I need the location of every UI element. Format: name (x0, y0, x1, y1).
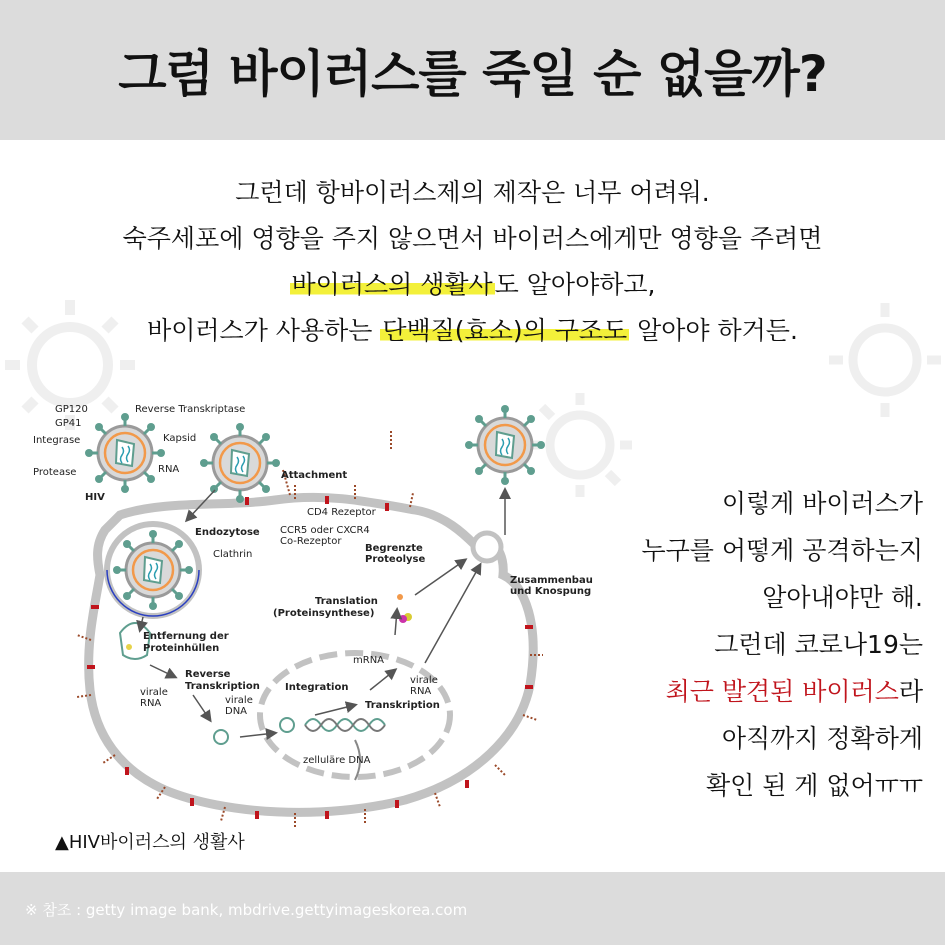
label-reverse-1: Reverse (185, 669, 231, 680)
label-ccr5-2: Co-Rezeptor (280, 536, 342, 547)
label-reverse-transkriptase: Reverse Transkriptase (135, 404, 246, 415)
label-kapsid: Kapsid (163, 433, 197, 444)
intro-text (0, 170, 945, 354)
intro-line-1: 그런데 항바이러스제의 제작은 너무 어려워. (235, 178, 710, 207)
label-begrenzte-1: Begrenzte (365, 543, 423, 554)
footer (0, 872, 945, 945)
label-virale-dna-1: virale (225, 695, 253, 706)
label-zellulare-dna: zelluläre DNA (303, 755, 371, 766)
label-virale-rna-2: RNA (140, 698, 162, 709)
label-translation-1: Translation (315, 596, 378, 607)
label-translation-2: (Proteinsynthese) (273, 608, 375, 619)
hiv-life-cycle-diagram (25, 395, 645, 830)
label-begrenzte-2: Proteolyse (365, 554, 426, 565)
highlight-life-cycle: 바이러스의 생활사 (291, 270, 493, 299)
label-integrase: Integrase (33, 435, 81, 446)
label-cd4: CD4 Rezeptor (307, 507, 376, 518)
label-zusammen-1: Zusammenbau (510, 575, 593, 586)
side-text: 이렇게 바이러스가 누구를 어떻게 공격하는지 알아내야만 해. 그런데 코로나19는 최근 발견된 바이러스라 아직까지 정확하게 확인 된 게 없어ㅠㅠ (641, 489, 923, 800)
label-entfernung-2: Proteinhüllen (143, 643, 220, 654)
label-ccr5-1: CCR5 oder CXCR4 (280, 525, 370, 536)
label-gp41: GP41 (55, 418, 82, 429)
intro-line-4: 바이러스가 사용하는 단백질(효소)의 구조도 알아야 하거든. (147, 316, 798, 345)
label-clathrin: Clathrin (213, 549, 253, 560)
page-title: 그럼 바이러스를 죽일 순 없을까? (118, 45, 827, 103)
label-virale-rna2-1: virale (410, 675, 438, 686)
red-emphasis: 최근 발견된 바이러스 (665, 677, 899, 706)
label-attachment: Attachment (281, 470, 348, 481)
label-endozytose: Endozytose (195, 527, 260, 538)
label-zusammen-2: und Knospung (510, 586, 592, 597)
label-reverse-2: Transkription (185, 681, 260, 692)
label-virale-dna-2: DNA (225, 706, 248, 717)
label-virale-rna2-2: RNA (410, 686, 432, 697)
highlight-protein-structure: 단백질(효소)의 구조도 (382, 316, 628, 345)
label-integration: Integration (285, 682, 349, 693)
intro-line-2: 숙주세포에 영향을 주지 않으면서 바이러스에게만 영향을 주려면 (122, 224, 823, 253)
label-rna: RNA (158, 464, 180, 475)
title-banner (0, 0, 945, 140)
label-gp120: GP120 (55, 404, 88, 415)
diagram-caption: ▲HIV바이러스의 생활사 (55, 832, 245, 853)
label-virale-rna-1: virale (140, 687, 168, 698)
intro-line-3: 바이러스의 생활사도 알아야하고, (291, 270, 656, 299)
label-protease: Protease (33, 467, 77, 478)
label-hiv: HIV (85, 492, 105, 503)
label-mrna: mRNA (353, 655, 385, 666)
label-entfernung-1: Entfernung der (143, 631, 229, 642)
label-transkription: Transkription (365, 700, 440, 711)
source-credit: ※ 참조 : getty image bank, mbdrive.gettyimageskorea.com (25, 901, 468, 919)
